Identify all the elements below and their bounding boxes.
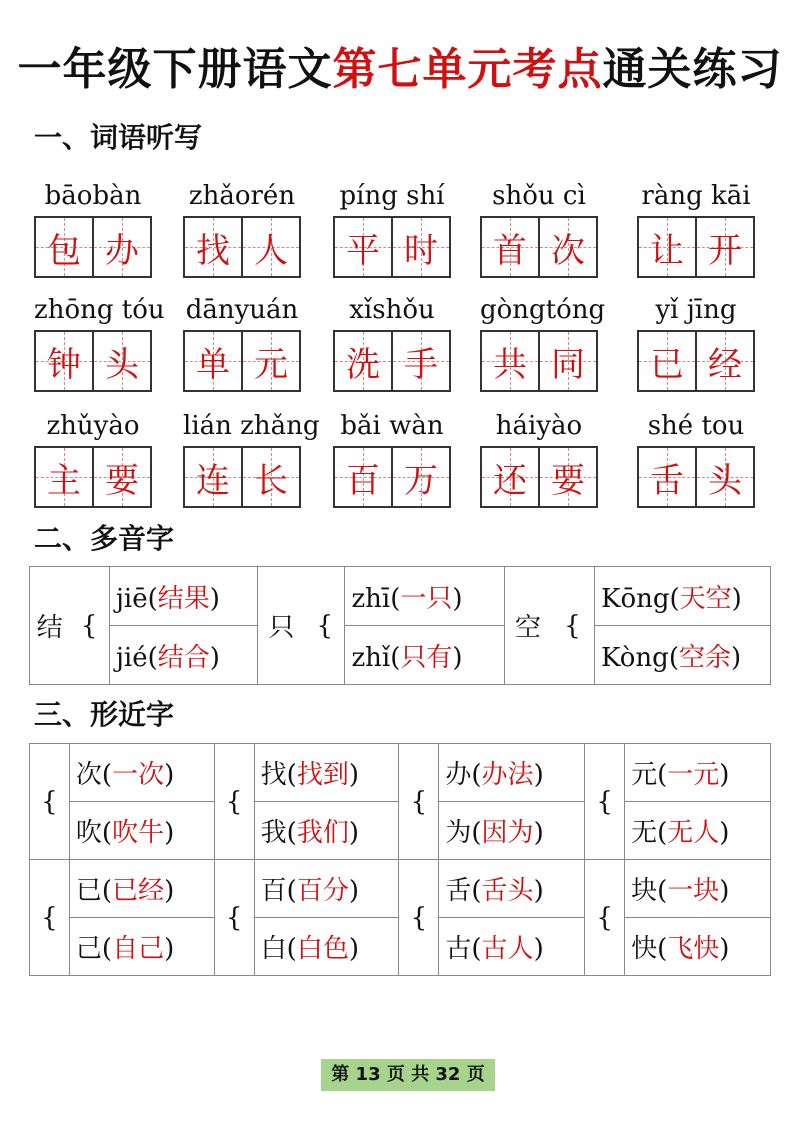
vocab-item bbox=[34, 292, 165, 392]
similar-entry: 舌(舌头) bbox=[439, 860, 585, 918]
tianzi-cell bbox=[335, 218, 391, 276]
vocab-pinyin: gòngtóng bbox=[480, 295, 606, 325]
vocab-pinyin: bāobàn bbox=[44, 181, 142, 211]
similar-entry: 我(我们) bbox=[254, 802, 399, 860]
title-part-3: 通关练习 bbox=[602, 44, 783, 95]
vocab-char: 单 bbox=[196, 344, 230, 385]
similar-entry: 快(飞快) bbox=[625, 918, 771, 976]
tianzi-cell bbox=[36, 332, 92, 390]
tianzi-cell bbox=[538, 218, 596, 276]
vocab-char: 已 bbox=[650, 344, 684, 385]
polyphonic-char: 只 bbox=[257, 567, 305, 685]
tianzi-cell bbox=[335, 332, 391, 390]
tianzi-cell bbox=[482, 332, 538, 390]
vocab-pinyin: zhōng tóu bbox=[34, 295, 165, 325]
vocab-char: 要 bbox=[105, 460, 139, 501]
polyphonic-char: 结 bbox=[30, 567, 70, 685]
vocab-item bbox=[480, 178, 598, 278]
tianzi-box bbox=[480, 330, 598, 392]
vocab-char: 头 bbox=[708, 460, 742, 501]
tianzi-box bbox=[333, 330, 451, 392]
similar-entry: 元(一元) bbox=[625, 744, 771, 802]
tianzi-cell bbox=[36, 448, 92, 506]
vocab-char: 钟 bbox=[47, 344, 81, 385]
vocab-pinyin: dānyuán bbox=[185, 295, 299, 325]
brace-glyph: { bbox=[30, 744, 70, 860]
vocab-char: 头 bbox=[105, 344, 139, 385]
section-heading-similar: 三、形近字 bbox=[34, 698, 175, 731]
vocab-pinyin: bǎi wàn bbox=[340, 411, 444, 441]
vocab-char: 手 bbox=[404, 344, 438, 385]
title-part-2: 第七单元考点 bbox=[332, 44, 603, 95]
similar-entry: 为(因为) bbox=[439, 802, 585, 860]
tianzi-box bbox=[34, 330, 152, 392]
tianzi-cell bbox=[538, 448, 596, 506]
vocab-char: 连 bbox=[196, 460, 230, 501]
vocab-pinyin: háiyào bbox=[495, 411, 583, 441]
vocab-char: 百 bbox=[346, 460, 380, 501]
vocab-item bbox=[183, 178, 301, 278]
polyphonic-reading: jiē(结果) bbox=[109, 567, 257, 626]
tianzi-cell bbox=[241, 332, 299, 390]
vocab-item bbox=[637, 292, 755, 392]
tianzi-box bbox=[183, 446, 301, 508]
tianzi-cell bbox=[695, 448, 753, 506]
vocab-char: 洗 bbox=[346, 344, 380, 385]
brace-glyph: { bbox=[30, 860, 70, 976]
vocab-char: 同 bbox=[551, 344, 585, 385]
section-heading-polyphonic: 二、多音字 bbox=[34, 522, 175, 555]
tianzi-cell bbox=[241, 218, 299, 276]
tianzi-cell bbox=[695, 218, 753, 276]
tianzi-box bbox=[480, 216, 598, 278]
vocab-pinyin: píng shí bbox=[339, 181, 445, 211]
similar-entry: 吹(吹牛) bbox=[69, 802, 214, 860]
similar-entry: 次(一次) bbox=[69, 744, 214, 802]
vocab-pinyin: yǐ jīng bbox=[655, 295, 737, 325]
tianzi-cell bbox=[482, 448, 538, 506]
vocab-item bbox=[183, 408, 320, 508]
similar-entry: 块(一块) bbox=[625, 860, 771, 918]
tianzi-cell bbox=[639, 448, 695, 506]
tianzi-cell bbox=[639, 332, 695, 390]
tianzi-box bbox=[637, 216, 755, 278]
vocab-item bbox=[333, 408, 451, 508]
tianzi-box bbox=[183, 330, 301, 392]
similar-entry: 已(已经) bbox=[69, 860, 214, 918]
vocab-pinyin: shǒu cì bbox=[492, 181, 586, 211]
brace-glyph: { bbox=[305, 567, 345, 685]
tianzi-cell bbox=[538, 332, 596, 390]
brace-glyph: { bbox=[214, 744, 254, 860]
vocab-char: 包 bbox=[47, 230, 81, 271]
vocab-char: 人 bbox=[254, 230, 288, 271]
vocab-item bbox=[333, 292, 451, 392]
tianzi-box bbox=[183, 216, 301, 278]
brace-glyph: { bbox=[69, 567, 109, 685]
vocab-item bbox=[34, 408, 152, 508]
vocab-pinyin: zhǎorén bbox=[188, 181, 296, 211]
vocab-char: 办 bbox=[105, 230, 139, 271]
polyphonic-reading: jié(结合) bbox=[109, 626, 257, 685]
tianzi-cell bbox=[391, 218, 449, 276]
vocab-char: 主 bbox=[47, 460, 81, 501]
similar-entry: 己(自己) bbox=[69, 918, 214, 976]
vocab-item bbox=[34, 178, 152, 278]
tianzi-cell bbox=[92, 332, 150, 390]
vocab-char: 长 bbox=[254, 460, 288, 501]
vocab-char: 开 bbox=[708, 230, 742, 271]
brace-glyph: { bbox=[585, 860, 625, 976]
similar-chars-table bbox=[29, 743, 771, 976]
polyphonic-table bbox=[29, 566, 771, 685]
tianzi-box bbox=[333, 216, 451, 278]
vocab-char: 万 bbox=[404, 460, 438, 501]
page-footer: 第 13 页 共 32 页 bbox=[321, 1059, 495, 1091]
polyphonic-char: 空 bbox=[505, 567, 551, 685]
tianzi-box bbox=[34, 446, 152, 508]
tianzi-cell bbox=[335, 448, 391, 506]
similar-entry: 百(百分) bbox=[254, 860, 399, 918]
tianzi-box bbox=[34, 216, 152, 278]
tianzi-cell bbox=[92, 448, 150, 506]
vocab-char: 让 bbox=[650, 230, 684, 271]
brace-glyph: { bbox=[214, 860, 254, 976]
tianzi-box bbox=[637, 330, 755, 392]
vocab-char: 共 bbox=[493, 344, 527, 385]
title-part-1: 一年级下册语文 bbox=[17, 44, 333, 95]
vocab-pinyin: ràng kāi bbox=[641, 181, 751, 211]
tianzi-box bbox=[333, 446, 451, 508]
tianzi-cell bbox=[695, 332, 753, 390]
polyphonic-reading: Kōng(天空) bbox=[595, 567, 771, 626]
tianzi-cell bbox=[391, 332, 449, 390]
vocab-char: 舌 bbox=[650, 460, 684, 501]
vocab-char: 平 bbox=[346, 230, 380, 271]
page-title bbox=[0, 40, 800, 100]
vocab-item bbox=[480, 408, 598, 508]
vocab-char: 还 bbox=[493, 460, 527, 501]
tianzi-cell bbox=[92, 218, 150, 276]
vocab-char: 找 bbox=[196, 230, 230, 271]
tianzi-cell bbox=[185, 218, 241, 276]
tianzi-cell bbox=[185, 332, 241, 390]
tianzi-cell bbox=[391, 448, 449, 506]
brace-glyph: { bbox=[399, 860, 439, 976]
brace-glyph: { bbox=[399, 744, 439, 860]
vocab-pinyin: lián zhǎng bbox=[183, 411, 320, 441]
similar-entry: 古(古人) bbox=[439, 918, 585, 976]
tianzi-cell bbox=[36, 218, 92, 276]
polyphonic-reading: zhī(一只) bbox=[345, 567, 505, 626]
polyphonic-reading: Kòng(空余) bbox=[595, 626, 771, 685]
vocab-char: 次 bbox=[551, 230, 585, 271]
similar-entry: 无(无人) bbox=[625, 802, 771, 860]
tianzi-cell bbox=[482, 218, 538, 276]
brace-glyph: { bbox=[551, 567, 595, 685]
section-heading-dictation: 一、词语听写 bbox=[34, 121, 203, 154]
vocab-char: 经 bbox=[708, 344, 742, 385]
similar-entry: 办(办法) bbox=[439, 744, 585, 802]
vocab-pinyin: shé tou bbox=[647, 411, 745, 441]
vocab-char: 要 bbox=[551, 460, 585, 501]
vocab-item bbox=[480, 292, 606, 392]
vocab-item bbox=[183, 292, 301, 392]
tianzi-box bbox=[480, 446, 598, 508]
vocab-item bbox=[637, 408, 755, 508]
tianzi-cell bbox=[185, 448, 241, 506]
vocab-pinyin: xǐshǒu bbox=[349, 295, 435, 325]
vocab-pinyin: zhǔyào bbox=[46, 411, 140, 441]
vocab-char: 首 bbox=[493, 230, 527, 271]
similar-entry: 白(白色) bbox=[254, 918, 399, 976]
vocab-item bbox=[333, 178, 451, 278]
vocab-item bbox=[637, 178, 755, 278]
vocab-char: 时 bbox=[404, 230, 438, 271]
tianzi-cell bbox=[241, 448, 299, 506]
similar-entry: 找(找到) bbox=[254, 744, 399, 802]
tianzi-cell bbox=[639, 218, 695, 276]
brace-glyph: { bbox=[585, 744, 625, 860]
polyphonic-reading: zhǐ(只有) bbox=[345, 626, 505, 685]
tianzi-box bbox=[637, 446, 755, 508]
vocab-char: 元 bbox=[254, 344, 288, 385]
